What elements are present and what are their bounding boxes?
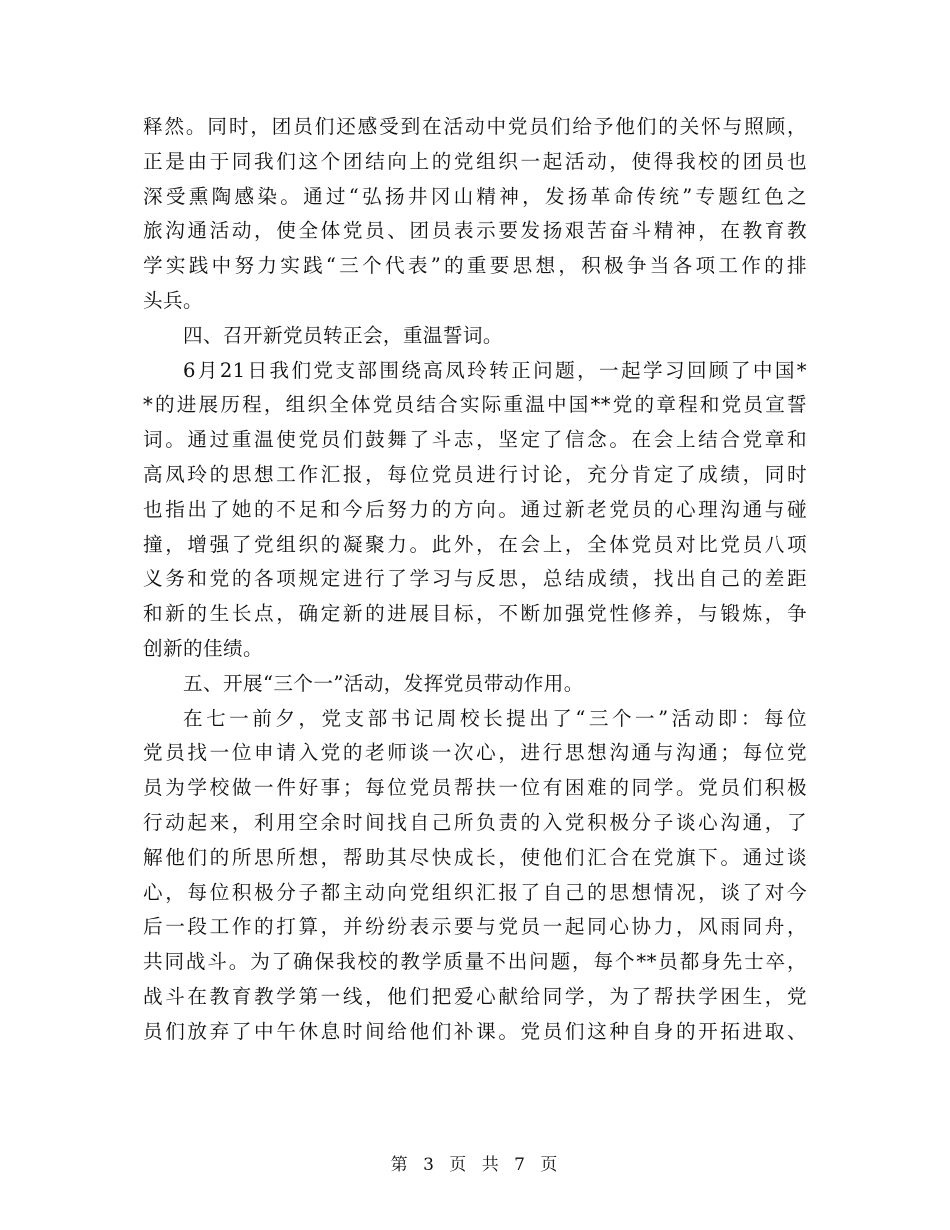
text-line: 学实践中努力实践“三个代表”的重要思想，积极争当各项工作的排 [143,254,807,278]
text-line: 四、召开新党员转正会，重温誓词。 [183,323,503,347]
text-line: 深受熏陶感染。通过“弘扬井冈山精神，发扬革命传统”专题红色之 [143,184,807,208]
text-line: 员为学校做一件好事；每位党员帮扶一位有困难的同学。党员们积极 [143,776,807,800]
text-line: 解他们的所思所想，帮助其尽快成长，使他们汇合在党旗下。通过谈 [143,845,807,869]
text-line: 义务和党的各项规定进行了学习与反思，总结成绩，找出自己的差距 [143,567,807,591]
text-line: 在七一前夕，党支部书记周校长提出了“三个一”活动即：每位 [183,706,807,730]
text-line: 正是由于同我们这个团结向上的党组织一起活动，使得我校的团员也 [143,149,807,173]
footer-page-number: 3 [423,1155,436,1175]
text-line: 释然。同时，团员们还感受到在活动中党员们给予他们的关怀与照顾， [143,115,807,138]
text-line: 心，每位积极分子都主动向党组织汇报了自己的思想情况，谈了对今 [143,880,807,904]
text-line: 创新的佳绩。 [143,636,263,660]
text-line: 五、开展“三个一”活动，发挥党员带动作用。 [183,671,584,695]
text-line: 后一段工作的打算，并纷纷表示要与党员一起同心协力，风雨同舟， [143,915,807,939]
footer-middle: 页 共 [449,1155,501,1175]
text-line: *的进展历程，组织全体党员结合实际重温中国**党的章程和党员宣誓 [143,393,807,417]
text-line: 撞，增强了党组织的凝聚力。此外，在会上，全体党员对比党员八项 [143,532,807,556]
body-text [143,110,807,1050]
text-line: 也指出了她的不足和今后努力的方向。通过新老党员的心理沟通与碰 [143,497,807,521]
text-line: 词。通过重温使党员们鼓舞了斗志，坚定了信念。在会上结合党章和 [143,428,807,452]
text-line: 头兵。 [143,288,203,312]
footer-prefix: 第 [390,1155,410,1175]
text-line: 战斗在教育教学第一线，他们把爱心献给同学，为了帮扶学困生，党 [143,984,807,1008]
page-footer [0,1150,950,1175]
text-line: 共同战斗。为了确保我校的教学质量不出问题，每个**员都身先士卒， [143,950,807,974]
text-line: 高凤玲的思想工作汇报，每位党员进行讨论，充分肯定了成绩，同时 [143,462,807,486]
text-line: 和新的生长点，确定新的进展目标，不断加强党性修养，与锻炼，争 [143,602,807,626]
text-line: 员们放弃了中午休息时间给他们补课。党员们这种自身的开拓进取、 [143,1019,807,1043]
text-line: 旅沟通活动，使全体党员、团员表示要发扬艰苦奋斗精神，在教育教 [143,219,807,243]
text-line: 行动起来，利用空余时间找自己所负责的入党积极分子谈心沟通，了 [143,810,807,834]
text-line: 党员找一位申请入党的老师谈一次心，进行思想沟通与沟通；每位党 [143,741,807,765]
footer-suffix: 页 [540,1155,560,1175]
footer-total-pages: 7 [514,1155,527,1175]
text-line: 6月21日我们党支部围绕高凤玲转正问题，一起学习回顾了中国* [183,358,807,382]
